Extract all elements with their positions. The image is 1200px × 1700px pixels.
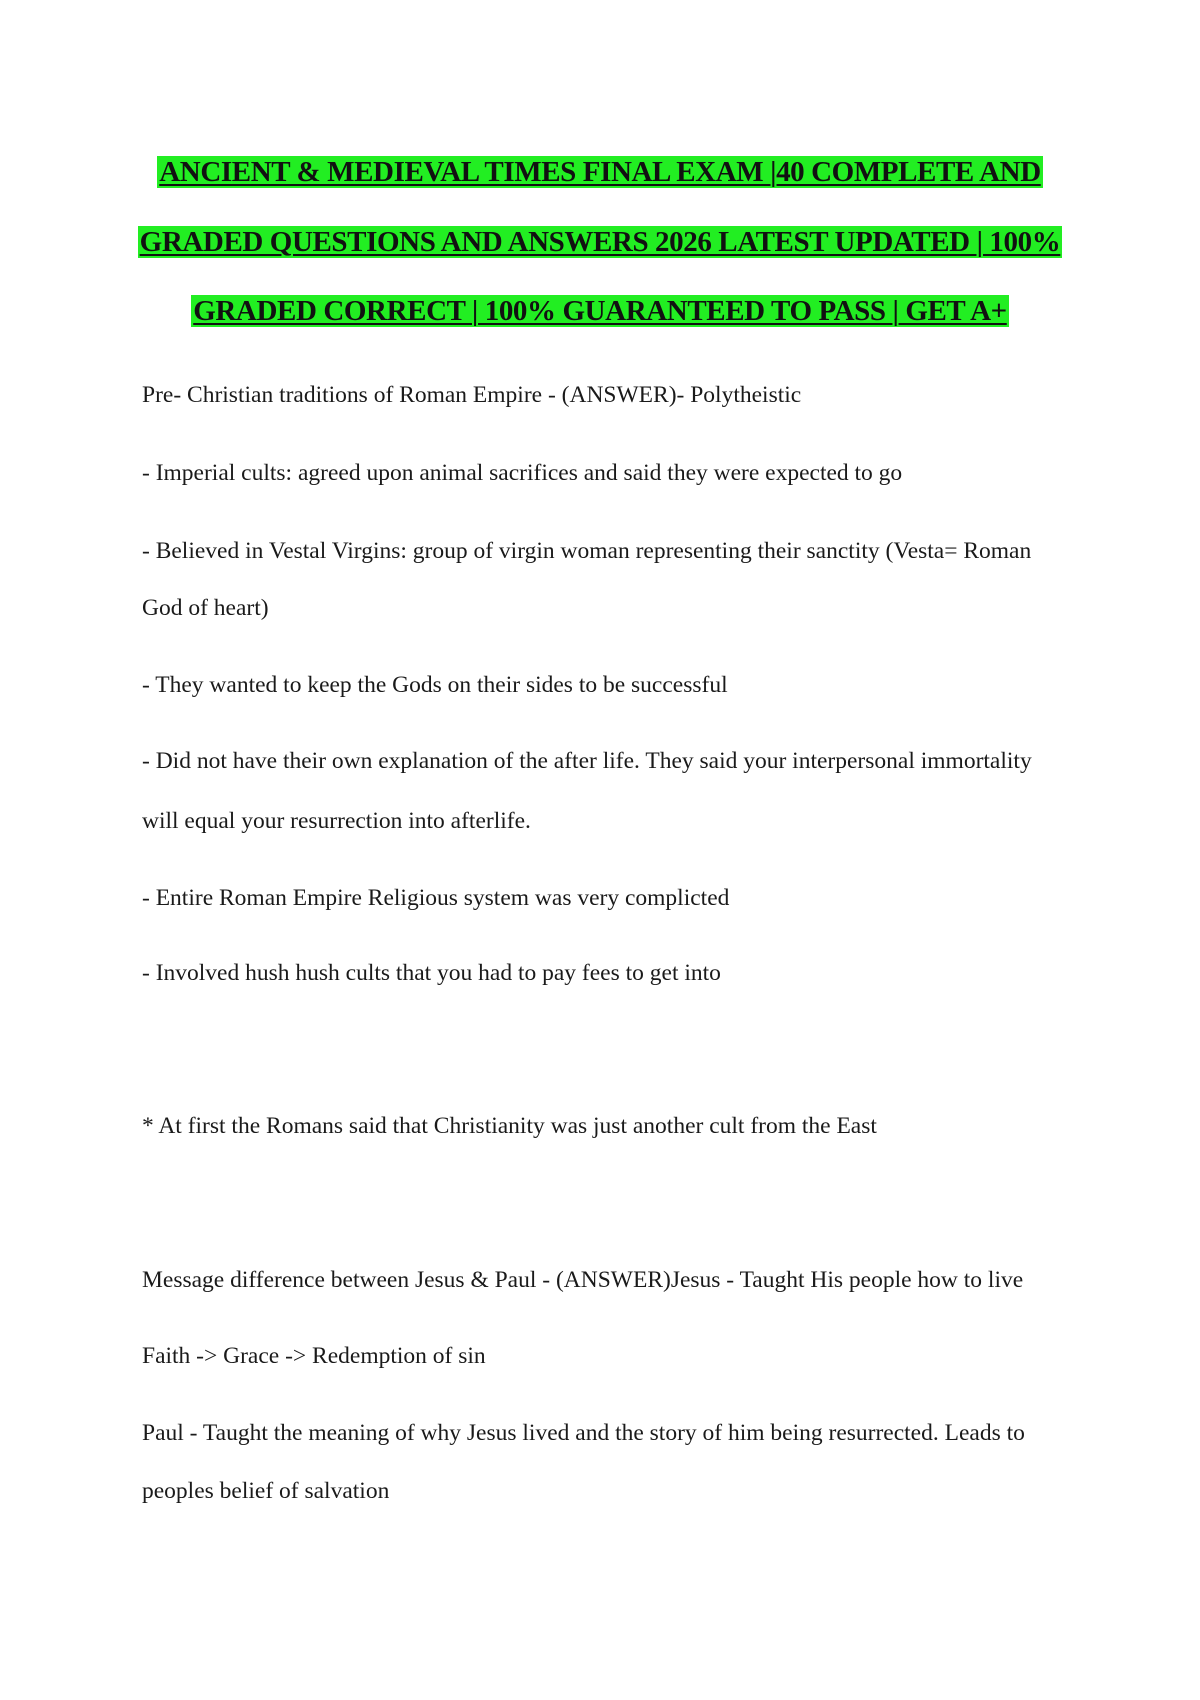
answer-line: Faith -> Grace -> Redemption of sin <box>142 1343 486 1369</box>
note-line: * At first the Romans said that Christianity was just another cult from the East <box>142 1113 877 1139</box>
answer-line: - Imperial cults: agreed upon animal sacrifices and said they were expected to go <box>142 460 903 486</box>
title-line-1 <box>0 154 1200 190</box>
title-line-2-text: GRADED QUESTIONS AND ANSWERS 2026 LATEST UPDATED | 100% <box>139 226 1061 258</box>
title-line-3 <box>0 293 1200 329</box>
answer-line: - Believed in Vestal Virgins: group of virgin woman representing their sanctity (Vesta= Roman <box>142 538 1032 564</box>
answer-line: Paul - Taught the meaning of why Jesus lived and the story of him being resurrected. Leads to <box>142 1420 1025 1446</box>
title-line-3-text: GRADED CORRECT | 100% GUARANTEED TO PASS | GET A+ <box>193 295 1007 327</box>
answer-line-continuation: peoples belief of salvation <box>142 1478 390 1504</box>
title-line-1-text: ANCIENT & MEDIEVAL TIMES FINAL EXAM |40 COMPLETE AND <box>159 156 1041 188</box>
title-line-2 <box>0 224 1200 260</box>
answer-line: - Did not have their own explanation of the after life. They said your interpersonal immortality <box>142 748 1032 774</box>
answer-line: - Involved hush hush cults that you had to pay fees to get into <box>142 960 721 986</box>
answer-line: - They wanted to keep the Gods on their sides to be successful <box>142 672 728 698</box>
answer-line-continuation: will equal your resurrection into afterlife. <box>142 808 531 834</box>
answer-line: - Entire Roman Empire Religious system was very complicted <box>142 885 730 911</box>
answer-line-continuation: God of heart) <box>142 595 269 621</box>
question-1-text: Pre- Christian traditions of Roman Empire - (ANSWER)- Polytheistic <box>142 382 802 408</box>
question-2-text: Message difference between Jesus & Paul - (ANSWER)Jesus - Taught His people how to live <box>142 1267 1024 1293</box>
